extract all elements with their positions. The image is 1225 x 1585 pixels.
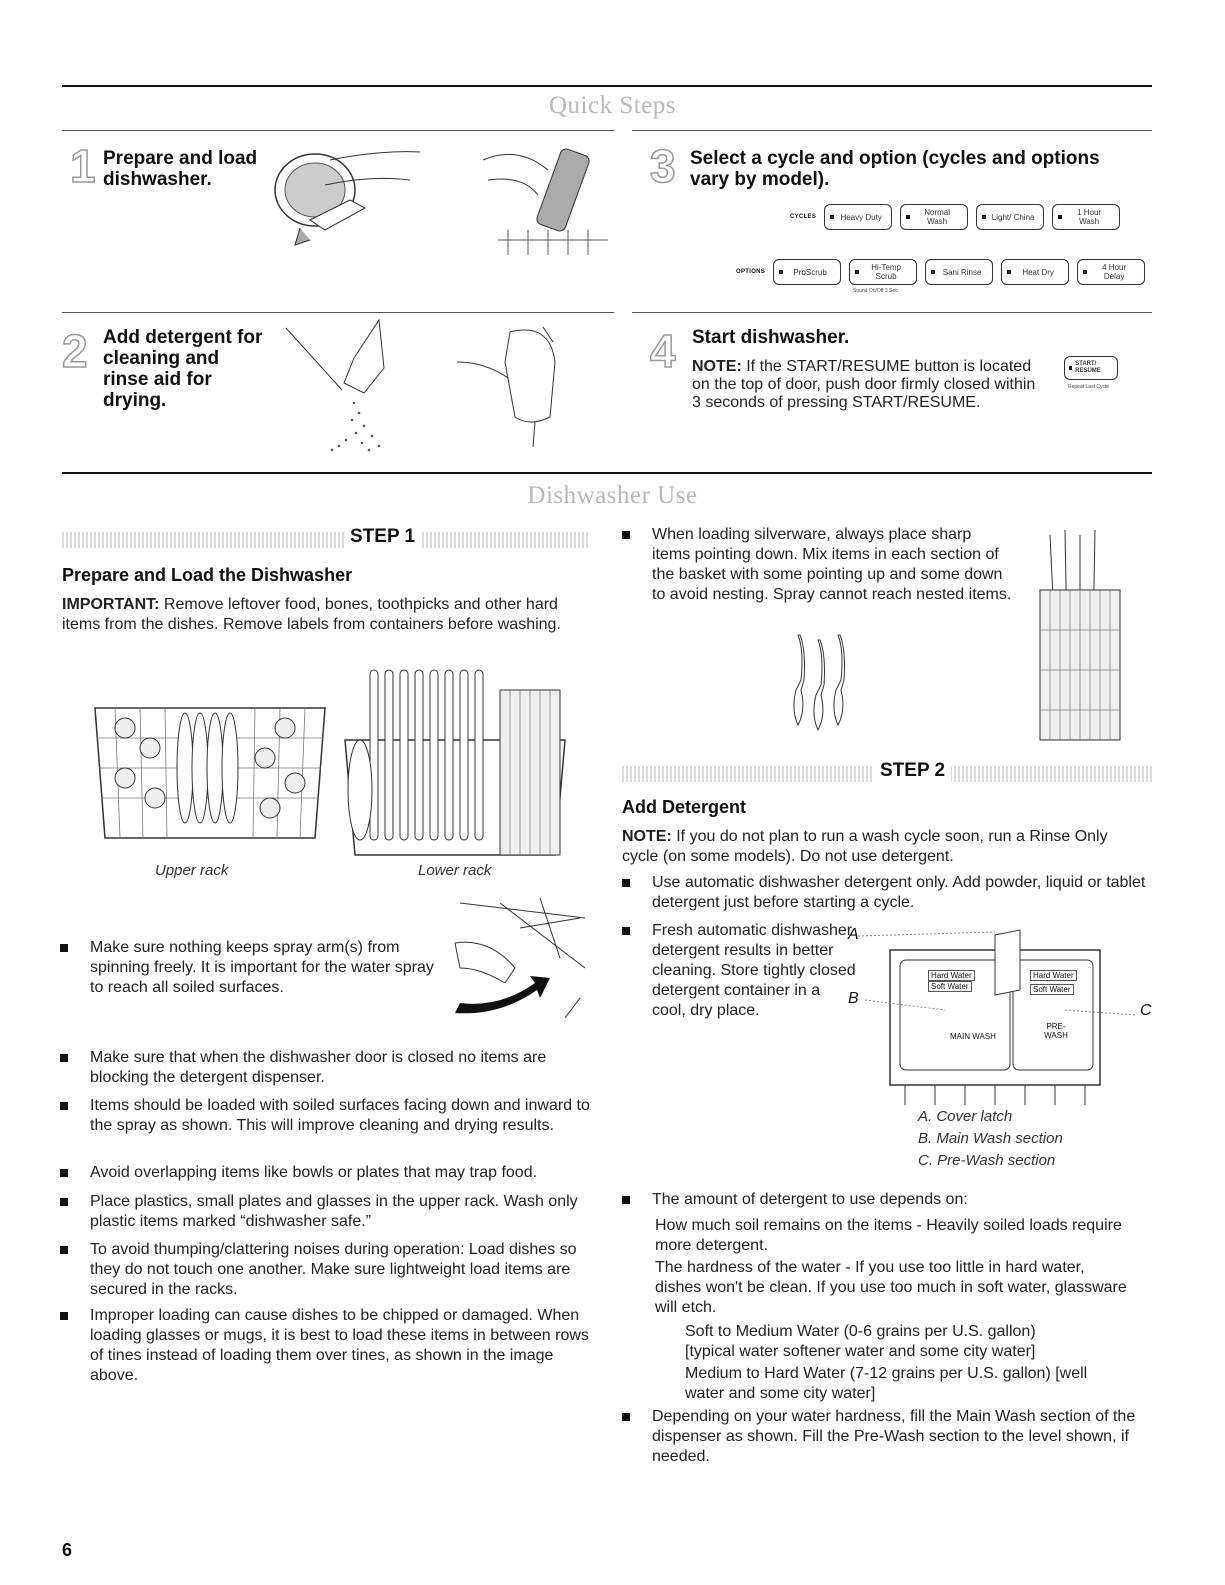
page-number: 6 [62, 1540, 73, 1560]
quick-steps-right-rule [632, 130, 1152, 131]
options-sublabel: Sound On/Off 3 Sec [853, 288, 898, 294]
quick-step-2-text: Add detergent for cleaning and rinse aid for drying. [103, 327, 263, 411]
amount-soil: How much soil remains on the items - Heavily soiled loads require more detergent. [655, 1217, 1122, 1254]
quick-step-3-number: 3 [650, 140, 676, 192]
step-1-important: IMPORTANT: Remove leftover food, bones, toothpicks and other hard items from the dishes. Remove labels from containers before washing. [62, 596, 561, 633]
bullet-fill-dispenser: Depending on your water hardness, fill the Main Wash section of the dispenser as shown. Fill the Pre-Wash section to the level shown, if needed. [622, 1407, 1147, 1467]
lower-rack-caption: Lower rack [418, 862, 492, 879]
option-proscrub-button[interactable]: ProScrub [773, 259, 841, 285]
soft-water-label-main: Soft Water [928, 981, 972, 992]
step-2-heading: Add Detergent [622, 797, 747, 817]
quick-step-4-text: Start dishwasher. [692, 327, 850, 348]
option-4-hour-delay-button[interactable]: 4 Hour Delay [1077, 259, 1145, 285]
quick-steps-mid-right-rule [632, 312, 1152, 313]
hard-water-label-main: Hard Water [928, 970, 975, 981]
quick-step-1-text: Prepare and load dishwasher. [103, 148, 258, 190]
quick-step-3-text: Select a cycle and option (cycles and options vary by model). [690, 148, 1100, 190]
cycle-1-hour-wash-button[interactable]: 1 Hour Wash [1052, 204, 1120, 230]
cycle-light-china-button[interactable]: Light/ China [976, 204, 1044, 230]
cycles-label: CYCLES [790, 214, 817, 220]
bullet-item: Avoid overlapping items like bowls or plates that may trap food. [60, 1163, 595, 1183]
quick-step-1-number: 1 [70, 140, 96, 192]
detergent-dispenser-illustration [845, 920, 1150, 1105]
quick-step-4-note: NOTE: If the START/RESUME button is located on the top of door, push door firmly closed within 3 seconds of pressing START/RESUME. [692, 358, 1036, 411]
bullet-item: Improper loading can cause dishes to be chipped or damaged. When loading glasses or mugs, it is best to load these items in between rows of tines instead of loading them over tines, as shown in the image above. [60, 1306, 595, 1386]
option-hi-temp-scrub-button[interactable]: Hi-Temp Scrub [849, 259, 917, 285]
legend-item: B. Main Wash section [918, 1130, 1063, 1147]
option-heat-dry-button[interactable]: Heat Dry [1001, 259, 1069, 285]
main-wash-label: MAIN WASH [950, 1032, 996, 1041]
soft-water-range: Soft to Medium Water (0-6 grains per U.S. gallon) [typical water softener water and some city water] [685, 1323, 1036, 1360]
step-1-label: STEP 1 [344, 526, 421, 548]
lower-rack-illustration [340, 660, 570, 860]
option-buttons [736, 259, 1145, 285]
step-1-heading: Prepare and Load the Dishwasher [62, 565, 353, 585]
start-resume-button[interactable]: START/ RESUME [1064, 356, 1118, 380]
bullet-silverware: When loading silverware, always place sharp items pointing down. Mix items in each section of the basket with some pointing up and some down to avoid nesting. Spray cannot reach nested items. [622, 525, 1012, 605]
step-2-header [622, 760, 1152, 786]
cycle-normal-wash-button[interactable]: Normal Wash [900, 204, 968, 230]
bullet-item: Make sure that when the dishwasher door is closed no items are blocking the detergent dispenser. [60, 1048, 590, 1088]
bullet-item: Items should be loaded with soiled surfaces facing down and inward to the spray as shown. This will improve cleaning and drying results. [60, 1096, 590, 1136]
options-label: OPTIONS [736, 269, 766, 275]
pouring-detergent-illustration [284, 318, 404, 458]
label-a: A [848, 926, 859, 943]
bullet-item: To avoid thumping/clattering noises during operation: Load dishes so they do not touch one another. Make sure lightweight load items are secured in the racks. [60, 1240, 595, 1300]
spray-arm-illustration [440, 898, 590, 1023]
loading-dishes-illustration [478, 140, 618, 260]
option-sani-rinse-button[interactable]: Sani Rinse [925, 259, 993, 285]
plate-scraping-illustration [270, 140, 420, 260]
step-2-note: NOTE: If you do not plan to run a wash cycle soon, run a Rinse Only cycle (on some models). Do not use detergent. [622, 828, 1108, 865]
hard-water-label-pre: Hard Water [1030, 970, 1077, 981]
cycle-buttons [790, 204, 1120, 230]
bullet-fresh-detergent: Fresh automatic dishwasher detergent results in better cleaning. Store tightly closed detergent container in a cool, dry place. [622, 921, 857, 1021]
hard-water-range: Medium to Hard Water (7-12 grains per U.S. gallon) [well water and some city water] [685, 1365, 1088, 1402]
dishwasher-use-rule [62, 472, 1152, 474]
label-c: C [1140, 1002, 1152, 1019]
bullet-amount: The amount of detergent to use depends on: [622, 1190, 1147, 1210]
step-1-header [62, 526, 590, 552]
quick-steps-title: Quick Steps [548, 92, 677, 119]
legend-item: C. Pre-Wash section [918, 1152, 1056, 1169]
cycle-heavy-duty-button[interactable]: Heavy Duty [824, 204, 892, 230]
upper-rack-caption: Upper rack [155, 862, 229, 879]
legend-item: A. Cover latch [918, 1108, 1013, 1125]
label-b: B [848, 990, 859, 1007]
quick-step-4-number: 4 [650, 325, 676, 377]
quick-steps-left-rule [62, 130, 614, 131]
quick-steps-mid-left-rule [62, 312, 614, 313]
amount-hardness: The hardness of the water - If you use too little in hard water, dishes won't be clean. If you use too much in soft water, glassware will etch. [655, 1259, 1127, 1316]
soft-water-label-pre: Soft Water [1030, 984, 1074, 995]
upper-rack-illustration [85, 668, 335, 858]
spoons-illustration [786, 630, 856, 740]
bullet-spray-arm: Make sure nothing keeps spray arm(s) from spinning freely. It is important for the water spray to reach all soiled surfaces. [60, 938, 440, 998]
pre-wash-label: PRE-WASH [1044, 1022, 1068, 1040]
top-rule [62, 85, 1152, 87]
rinse-aid-illustration [455, 322, 575, 452]
start-resume-sublabel: Repeat Last Cycle [1068, 384, 1109, 390]
bullet-item: Place plastics, small plates and glasses in the upper rack. Wash only plastic items marked “dishwasher safe.” [60, 1192, 590, 1232]
bullet-automatic-detergent: Use automatic dishwasher detergent only. Add powder, liquid or tablet detergent just before starting a cycle. [622, 873, 1147, 913]
dishwasher-use-title: Dishwasher Use [527, 482, 698, 509]
step-2-label: STEP 2 [874, 760, 951, 782]
quick-step-2-number: 2 [62, 325, 88, 377]
silverware-basket-illustration [1035, 530, 1125, 745]
